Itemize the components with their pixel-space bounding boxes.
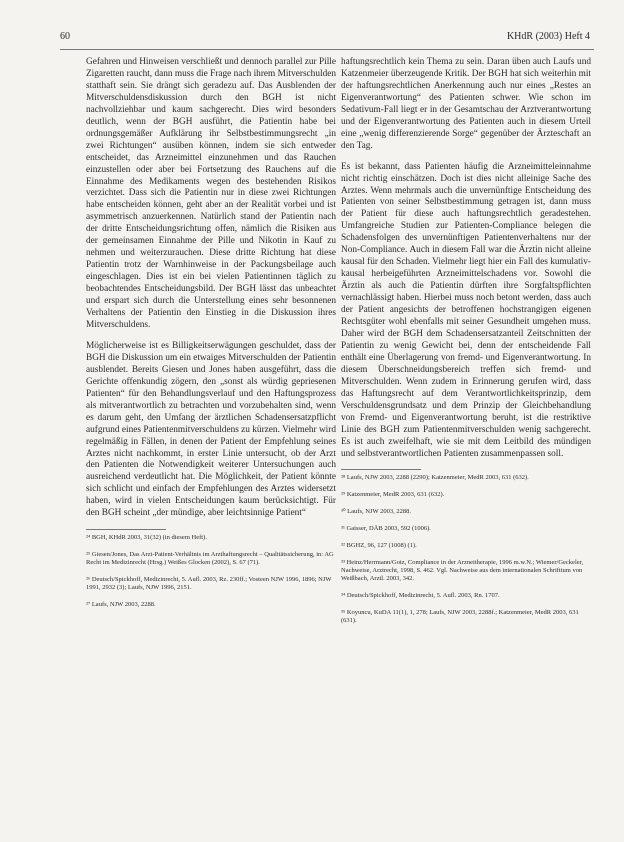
running-head: KHdR (2003) Heft 4 (506, 31, 590, 42)
paragraph: Es ist bekannt, dass Patienten häufig die Arzneimitteleinnahme nicht richtig einschätzen. Doch ist dies nicht alleinige Sache des Arztes. Wenn mehrmals auch die unvernünftige Entscheidung des Patienten von seiner Selbstbestimmung getragen ist, dann muss der Patient für diese auch haftungsrechtlich geradestehen. Umfangreiche Studien zur Patienten-Compliance belegen die Schadensfolgen des unvernünftigen Patientenverhaltens nur der Non-Compliance. Auch in diesem Fall war die Ärztin nicht alleine kausal für den Schaden. Vielmehr liegt hier ein Fall des kumulativ-kausal herbeigeführten Arzneimittelschadens vor. Sowohl die Ärztin als auch die Patientin dürften ihre Sorgfaltspflichten vernachlässigt haben. Hierbei muss noch betont werden, dass auch der Patient angesichts der betroffenen hochstrangigen eigenen Rechtsgüter wohl ebenfalls mit seiner Gesundheit umgehen muss. Daher wird der BGH dem Schadensersatzanteil Zeitschnitten der Patientin zu wenig Gewicht bei, denn der entscheidende Fall enthält eine Überlagerung von fremd- und Eigenverantwortung. In diesem Überschneidungsbereich treffen sich fremd- und Mitverschulden. Wenn zudem in Erinnerung gerufen wird, dass das Haftungsrecht auf dem Verantwortlichkeitsprinzip, dem Verschuldensgrundsatz und dem Prinzip der Gleichbehandlung von Fremd- und Eigenverantwortung beruht, ist die restriktive Linie des BGH zum Patientenmitverschulden wenig sachgerecht. Es ist auch zweifelhaft, wie sie mit dem Leitbild des mündigen und selbstverantwortlichen Patienten zusammenpassen soll. (341, 161, 591, 459)
page-number: 60 (60, 31, 70, 42)
footnote: ³³ Heinz/Herrmann/Gotz, Compliance in der Arzneitherapie, 1996 m.w.N.; Wiemer/Geckeler, Nachweise, Arztrecht, 1998, S. 462. Vgl. Nachweise aus dem internationalen Schrifttum von Weißbach, Arztl. 2003, 342. (341, 559, 584, 583)
footnote: ³² BGHZ, 96, 127 (1008) (1). (341, 542, 417, 550)
left-column (86, 57, 336, 618)
paragraph: haftungsrechtlich kein Thema zu sein. Daran üben auch Laufs und Katzenmeier überzeugende Kritik. Der BGH hat sich weiterhin mit der haftungsrechtlichen Anerkennung auch nur eines „Restes an Eigenverantwortung“ des Patienten schwer. Wie schon im Sedativum-Fall liegt er in der Gesamtschau der Arztverantwortung und der Eigenverantwortung des Patienten auch in diesem Urteil eine „wenig differenzierende Sorge“ gegenüber der Ärzteschaft an den Tag. (341, 57, 591, 151)
right-column (341, 57, 591, 634)
paragraph: Gefahren und Hinweisen verschließt und dennoch parallel zur Pille Zigaretten raucht, dann muss die Frage nach ihrem Mitverschulden statthaft sein. Sie drängt sich geradezu auf. Das Ausblenden der Mitverschuldensdiskussion durch den BGH ist nicht nachvollziehbar und kaum sachgerecht. Dies wird besonders deutlich, wenn der BGH ausführt, die Patientin habe bei ordnungsgemäßer Aufklärung ihr Selbstbestimmungsrecht „in zwei Richtungen“ ausüben können, indem sie sich entweder entscheidet, das Arzneimittel einzunehmen und das Rauchen einzustellen oder aber bei Fortsetzung des Rauchens auf die Einnahme des Medikaments wegen des bestehenden Risikos verzichtet. Dass sich die Patientin nur in diese zwei Richtungen habe entscheiden können, geht aber an der Realität vorbei und ist asymmetrisch anzuerkennen. Natürlich stand der Patientin nach der dritte Entscheidungsrichtung offen, nämlich die Risiken aus der gemeinsamen Einnahme der Pille und Nikotin in Kauf zu nehmen und weiterzurauchen. Diese dritte Richtung hat diese Patientin trotz der Warnhinweise in der Packungsbeilage auch eingeschlagen. Dies ist ein bei vielen Patientinnen täglich zu beobachtendes Entscheidungsbild. Der BGH lässt das unbeachtet und erspart sich durch die Unterstellung eines sehr besonnenen Verhaltens der Patientin den Einstieg in die Diskussion ihres Mitverschuldens. (86, 57, 336, 330)
footnote: ²⁵ Giesen/Jones, Das Arzt-Patient-Verhältnis im Arzthaftungsrecht – Qualitätssicherung, in: AG Recht im Medizinrecht (Hrsg.) Weißes Glocken (2002), S. 67 (71). (86, 551, 334, 567)
header-rule (60, 49, 594, 50)
footnote: ²⁹ Katzenmeier, MedR 2003, 631 (632). (341, 491, 445, 499)
footnote: ³⁰ Laufs, NJW 2003, 2288. (341, 508, 411, 516)
footnote: ²⁴ BGH, KHdR 2003, 31(32) (in diesem Heft). (86, 534, 207, 542)
footnote: ²⁷ Laufs, NJW 2003, 2288. (86, 601, 156, 609)
footnote-rule (341, 469, 421, 470)
footnote: ³¹ Gaisser, DÄB 2003, 592 (1006). (341, 525, 431, 533)
paragraph: Möglicherweise ist es Billigkeitserwägungen geschuldet, dass der BGH die Diskussion um ein etwaiges Mitverschulden der Patientin ausblendet. Bereits Giesen und Jones haben ausgeführt, dass die Gerichte offenkundig zögern, den „sonst als würdig gepriesenen Patienten“ für den Behandlungsverlauf und den Haftungsprozess als mitverantwortlich zu betrachten und vorzubehalten sind, wenn es darum geht, den Umfang der ärztlichen Schadensersatzpflicht aufgrund eines Patientenmitverschuldens zu kürzen. Vielmehr wird regelmäßig in Fällen, in denen der Patient der Empfehlung seines Arztes nicht nachkommt, in erster Linie untersucht, ob der Arzt den Patienten die Notwendigkeit weiterer Untersuchungen auch ausreichend verdeutlicht hat. Die Möglichkeit, der Patient könnte sich schlicht und einfach der Empfehlungen des Arztes widersetzt haben, wird in vielen Entscheidungen kaum berücksichtigt. Für den BGH scheint „der mündige, aber leichtsinnige Patient“ (86, 340, 336, 519)
footnote: ²⁶ Deutsch/Spickhoff, Medizinrecht, 5. Aufl. 2003, Rz. 230ff.; Vosteen NJW 1996, 1896; NJW 1991, 2932 (3); Laufs, NJW 1996, 2151. (86, 576, 332, 592)
footnote: ³⁴ Deutsch/Spickhoff, Medizinrecht, 5. Aufl. 2003, Rn. 1707. (341, 592, 500, 600)
footnote: ³⁵ Koyuncu, KuDA 11(1), 1, 278; Laufs, NJW 2003, 2288f.; Katzenmeier, MedR 2003, 631 (631). (341, 609, 579, 625)
footnote: ²⁸ Laufs, NJW 2003, 2288 (2290); Katzenmeier, MedR 2003, 631 (632). (341, 474, 529, 482)
footnote-rule (86, 529, 166, 530)
